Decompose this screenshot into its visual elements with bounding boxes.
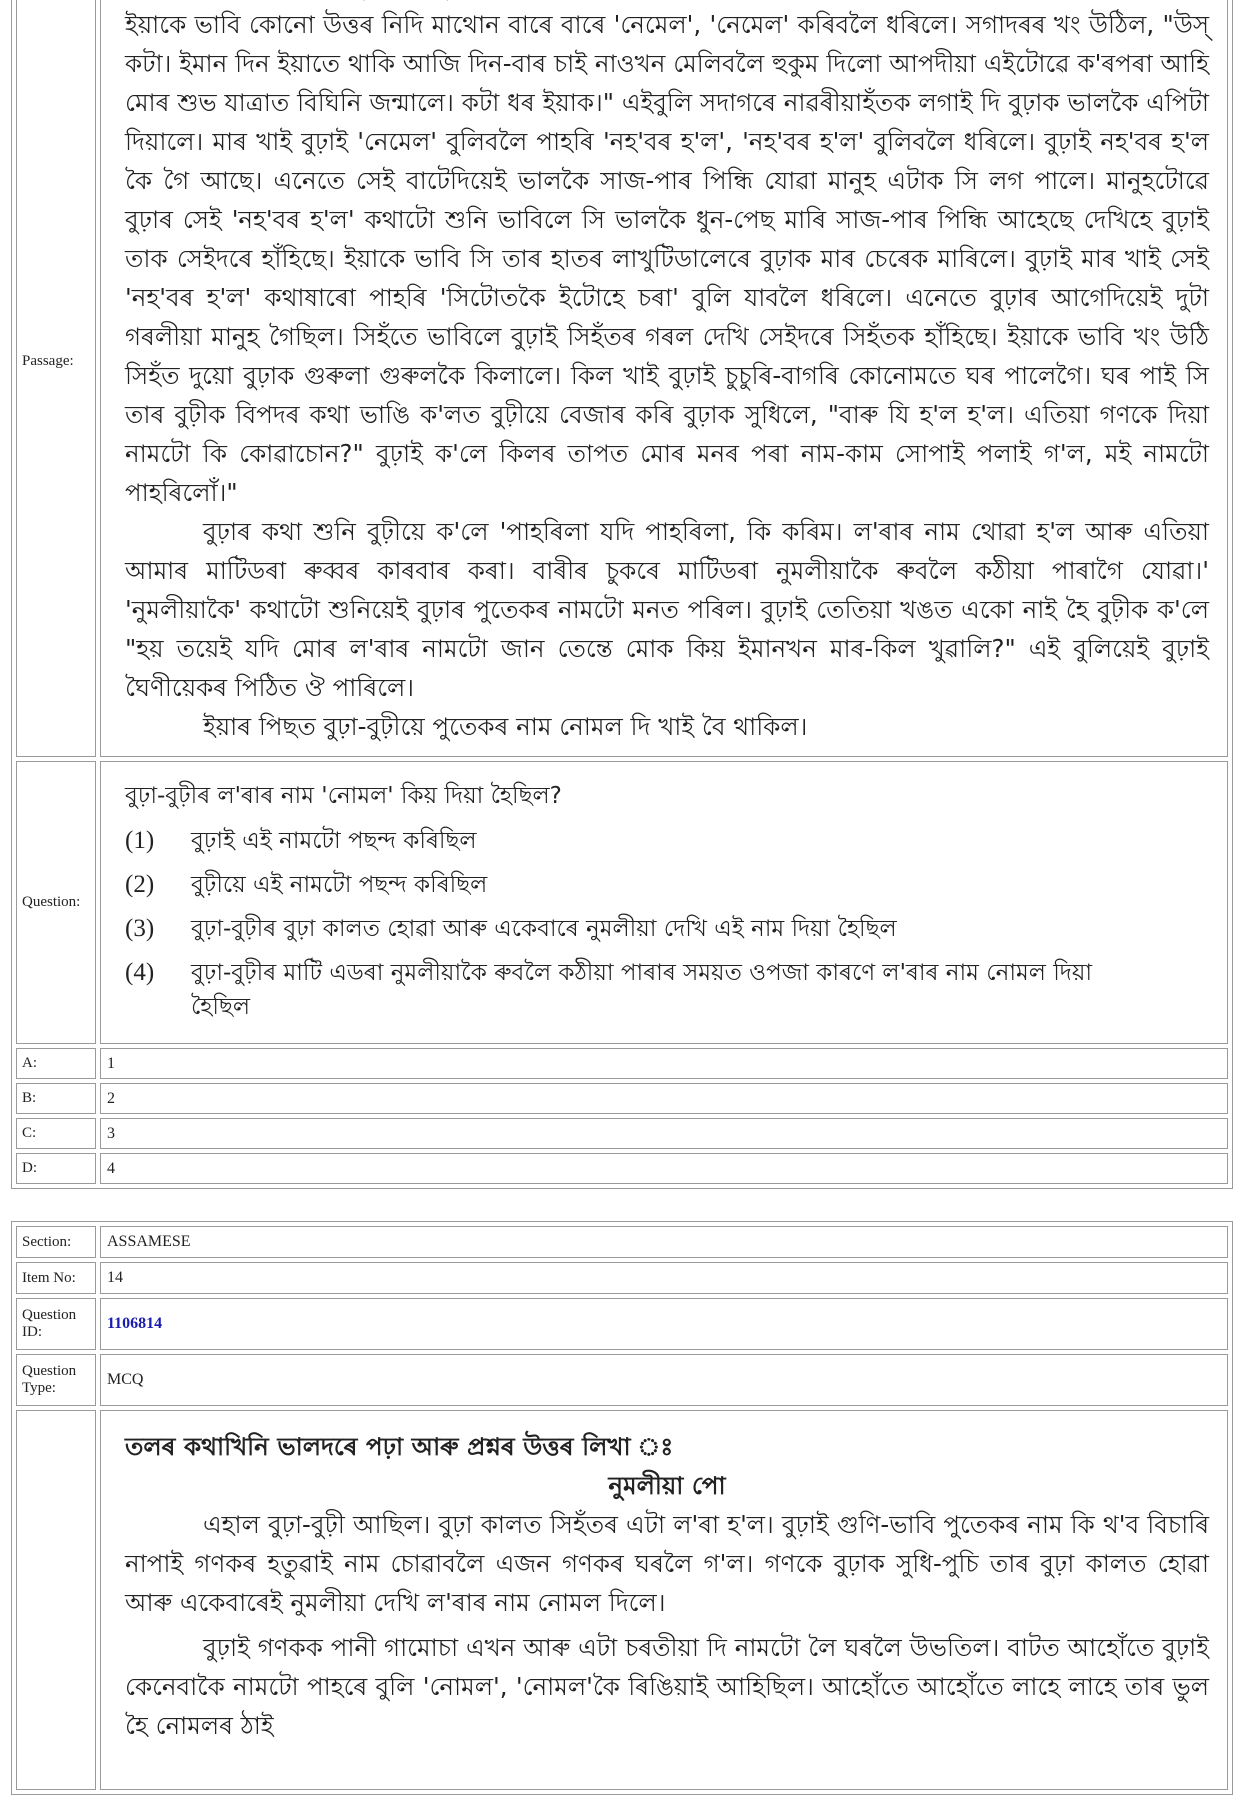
option-text: বুঢ়া-বুঢ়ীৰ মাটি এডৰা নুমলীয়াকৈ ৰুবলৈ কঠীয়া পাৰাৰ সময়ত ওপজা কাৰণে ল'ৰাৰ নাম নোমল দিয়া হৈছিল [191, 959, 1093, 1020]
answer-d-value: 4 [100, 1153, 1228, 1184]
passage-paragraph: ইয়াৰ পিছত বুঢ়া-বুঢ়ীয়ে পুতেকৰ নাম নোমল দি খাই বৈ থাকিল। [203, 712, 808, 741]
question-item-previous [11, 0, 1233, 1189]
passage-paragraph: এহাল বুঢ়া-বুঢ়ী আছিল। বুঢ়া কালত সিহঁতৰ এটা ল'ৰা হ'ল। বুঢ়াই গুণি-ভাবি পুতেকৰ নাম কি থ'ব বিচাৰি নাপাই গণকৰ হতুৱাই নাম চোৱাবলৈ এজন গণকৰ ঘৰলৈ গ'ল। গণকে বুঢ়াক সুধি-পুচি তাৰ বুঢ়া কালত হোৱা আৰু একেবাৰেই নুমলীয়া দেখি ল'ৰাৰ নাম নোমল দিলে। [125, 1510, 1209, 1617]
answer-b-label: B: [16, 1083, 96, 1114]
answer-b-value: 2 [100, 1083, 1228, 1114]
section-label: Section: [16, 1226, 96, 1258]
question-content [100, 761, 1228, 1044]
answer-c-value: 3 [100, 1118, 1228, 1149]
option-text: বুঢ়াই এই নামটো পছন্দ কৰিছিল [191, 827, 477, 854]
question-item [11, 1221, 1233, 1795]
option-number: (4) [125, 958, 155, 986]
question-id-value: 1106814 [107, 1315, 163, 1332]
item-no-value: 14 [100, 1262, 1228, 1294]
option-2 [125, 868, 1209, 902]
option-4 [125, 956, 1209, 1024]
passage-content [100, 1410, 1228, 1790]
passage-paragraph: বুঢ়াৰ কথা শুনি বুঢ়ীয়ে ক'লে 'পাহৰিলা যদি পাহৰিলা, কি কৰিম। ল'ৰাৰ নাম থোৱা হ'ল আৰু এতিয়া আমাৰ মাটিডৰা ৰুব্বৰ কাৰবাৰ কৰা। বাৰীৰ চুকৰে মাটিডৰা নুমলীয়াকৈ ৰুবলৈ কঠীয়া পাৰাগৈ যোৱা।' 'নুমলীয়াকৈ' কথাটো শুনিয়েই বুঢ়াৰ পুতেকৰ নামটো মনত পৰিল। বুঢ়াই তেতিয়া খঙত একো নাই হৈ বুঢ়ীক ক'লে "হয় তয়েই যদি মোৰ ল'ৰাৰ নামটো জান তেন্তে মোক কিয় ইমানখন মাৰ-কিল খুৱালি?" এই বুলিয়েই বুঢ়াই ঘৈণীয়েকৰ পিঠিত ঔ পাৰিলে। [125, 517, 1209, 702]
question-id-label: Question ID: [16, 1298, 96, 1350]
item-no-label: Item No: [16, 1262, 96, 1294]
option-number: (2) [125, 870, 155, 898]
passage-content [100, 0, 1228, 757]
option-number: (3) [125, 914, 155, 942]
section-value: ASSAMESE [100, 1226, 1228, 1258]
question-type-value: MCQ [100, 1354, 1228, 1406]
answer-d-label: D: [16, 1153, 96, 1184]
passage-label-empty [16, 1410, 96, 1790]
passage-instruction: তলৰ কথাখিনি ভালদৰে পঢ়া আৰু প্ৰশ্নৰ উত্তৰ লিখা ঃ [125, 1432, 674, 1461]
answer-a-value: 1 [100, 1048, 1228, 1079]
question-text: বুঢ়া-বুঢ়ীৰ ল'ৰাৰ নাম 'নোমল' কিয় দিয়া হৈছিল? [125, 782, 562, 809]
answer-a-label: A: [16, 1048, 96, 1079]
passage-paragraph: বুঢ়াই গণকক পানী গামোচা এখন আৰু এটা চৰতীয়া দি নামটো লৈ ঘৰলৈ উভতিল। বাটত আহোঁতে বুঢ়াই কেনেবাকৈ নামটো পাহৰে বুলি 'নোমল', 'নোমল'কৈ ৰিঙিয়াই আহিছিল। আহোঁতে আহোঁতে লাহে লাহে তাৰ ভুল হৈ নোমলৰ ঠাই [125, 1633, 1209, 1740]
passage-label: Passage: [16, 0, 96, 757]
question-label: Question: [16, 761, 96, 1044]
option-number: (1) [125, 826, 155, 854]
passage-title: নুমলীয়া পো [608, 1471, 726, 1500]
answer-c-label: C: [16, 1118, 96, 1149]
option-1 [125, 824, 1209, 858]
option-text: বুঢ়ীয়ে এই নামটো পছন্দ কৰিছিল [191, 871, 488, 898]
passage-paragraph: ইয়াকে ভাবি কোনো উত্তৰ নিদি মাথোন বাৰে বাৰে 'নেমেল', 'নেমেল' কৰিবলৈ ধৰিলে। সগাদৰৰ খং উঠিল, "উস্ কটা। ইমান দিন ইয়াতে থাকি আজি দিন-বাৰ চাই নাওখন মেলিবলৈ হুকুম দিলো আপদীয়া এইটোৱে ক'ৰপৰা আহি মোৰ শুভ যাত্ৰাত বিঘিনি জন্মালে। কটা ধৰ ইয়াক।" এইবুলি সদাগৰে নাৱৰীয়াহঁতক লগাই দি বুঢ়াক ভালকৈ এপিটা দিয়ালে। মাৰ খাই বুঢ়াই 'নেমেল' বুলিবলৈ পাহৰি 'নহ'বৰ হ'ল', 'নহ'বৰ হ'ল' বুলিবলৈ ধৰিলে। বুঢ়াই নহ'বৰ হ'ল কৈ গৈ আছে। এনেতে সেই বাটেদিয়েই ভালকৈ সাজ-পাৰ পিন্ধি যোৱা মানুহ এটাক সি লগ পালে। মানুহটোৱে বুঢ়াৰ সেই 'নহ'বৰ হ'ল' কথাটো শুনি ভাবিলে সি ভালকৈ ধুন-পেছ মাৰি সাজ-পাৰ পিন্ধি আহেছে দেখিহে বুঢ়াই তাক সেইদৰে হাঁহিছে। ইয়াকে ভাবি সি তাৰ হাতৰ লাখুটিডালেৰে বুঢ়াক মাৰ চেৰেক মাৰিলে। বুঢ়াই মাৰ খাই সেই 'নহ'বৰ হ'ল' কথাষাৰো পাহৰি 'সিটোতকৈ ইটোহে চৰা' বুলি যাবলৈ ধৰিলে। এনেতে বুঢ়াৰ আগেদিয়েই দুটা গৰলীয়া মানুহ গৈছিল। সিহঁতে ভাবিলে বুঢ়াই সিহঁতৰ গৰল দেখি সেইদৰে সিহঁতক হাঁহিছে। ইয়াকে ভাবি খং উঠি সিহঁত দুয়ো বুঢ়াক গুৰুলা গুৰুলকৈ কিলালে। কিল খাই বুঢ়াই চুচুৰি-বাগৰি কোনোমতে ঘৰ পালেগৈ। ঘৰ পাই সি তাৰ বুঢ়ীক বিপদৰ কথা ভাঙি ক'লত বুঢ়ীয়ে বেজাৰ কৰি বুঢ়াক সুধিলে, "বাৰু যি হ'ল হ'ল। এতিয়া গণকে দিয়া নামটো কি কোৱাচোন?" বুঢ়াই ক'লে কিলৰ তাপত মোৰ মনৰ পৰা নাম-কাম সোপাই পলাই গ'ল, মই নামটো পাহৰিলোঁ।" [125, 10, 1209, 507]
question-type-label: Question Type: [16, 1354, 96, 1406]
option-3 [125, 912, 1209, 946]
option-text: বুঢ়া-বুঢ়ীৰ বুঢ়া কালত হোৱা আৰু একেবাৰে নুমলীয়া দেখি এই নাম দিয়া হৈছিল [191, 915, 897, 942]
